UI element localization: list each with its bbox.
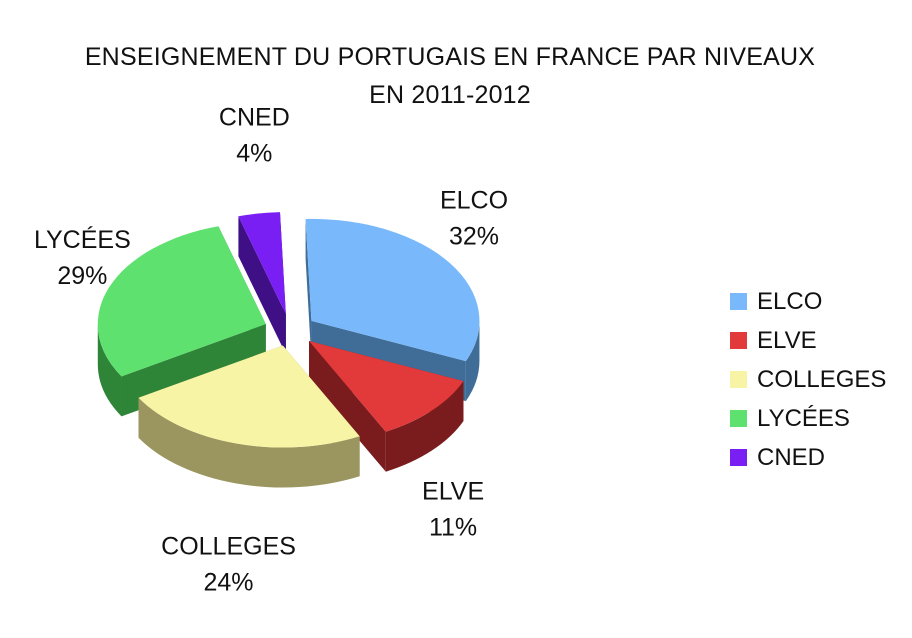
chart-title-line-1: ENSEIGNEMENT DU PORTUGAIS EN FRANCE PAR NIVEAUX — [84, 43, 816, 71]
slice-label-cned-name: CNED — [218, 103, 290, 132]
legend-label-elco: ELCO — [757, 288, 823, 315]
slice-label-elve-name: ELVE — [422, 477, 485, 506]
legend-item-elve — [730, 321, 886, 360]
legend-label-elve: ELVE — [757, 327, 817, 354]
slice-label-cned — [219, 104, 290, 168]
legend-swatch-lycees — [730, 410, 747, 427]
slice-label-colleges — [161, 532, 296, 596]
slice-label-lycees-percent: 29% — [57, 262, 108, 291]
legend — [730, 282, 886, 477]
slice-label-elco-name: ELCO — [439, 186, 509, 215]
slice-label-cned-percent: 4% — [236, 139, 273, 168]
legend-label-cned: CNED — [757, 444, 826, 471]
legend-item-lycees — [730, 399, 886, 438]
slice-label-elco — [440, 187, 508, 251]
slice-label-colleges-name: COLLEGES — [161, 532, 296, 561]
legend-swatch-elve — [730, 332, 747, 349]
legend-swatch-colleges — [730, 371, 747, 388]
legend-item-cned — [730, 438, 886, 477]
legend-swatch-elco — [730, 293, 747, 310]
slice-label-elco-percent: 32% — [448, 222, 500, 251]
slice-label-colleges-percent: 24% — [203, 568, 254, 597]
legend-item-colleges — [730, 360, 886, 399]
legend-item-elco — [730, 282, 886, 321]
legend-label-lycees: LYCÉES — [757, 405, 850, 432]
legend-swatch-cned — [730, 449, 747, 466]
slice-label-elve-percent: 11% — [428, 513, 478, 542]
slice-label-lycees-name: LYCÉES — [33, 226, 131, 255]
chart-title-line-2: EN 2011-2012 — [369, 81, 531, 109]
legend-label-colleges: COLLEGES — [757, 366, 887, 393]
slice-label-elve — [422, 477, 484, 541]
